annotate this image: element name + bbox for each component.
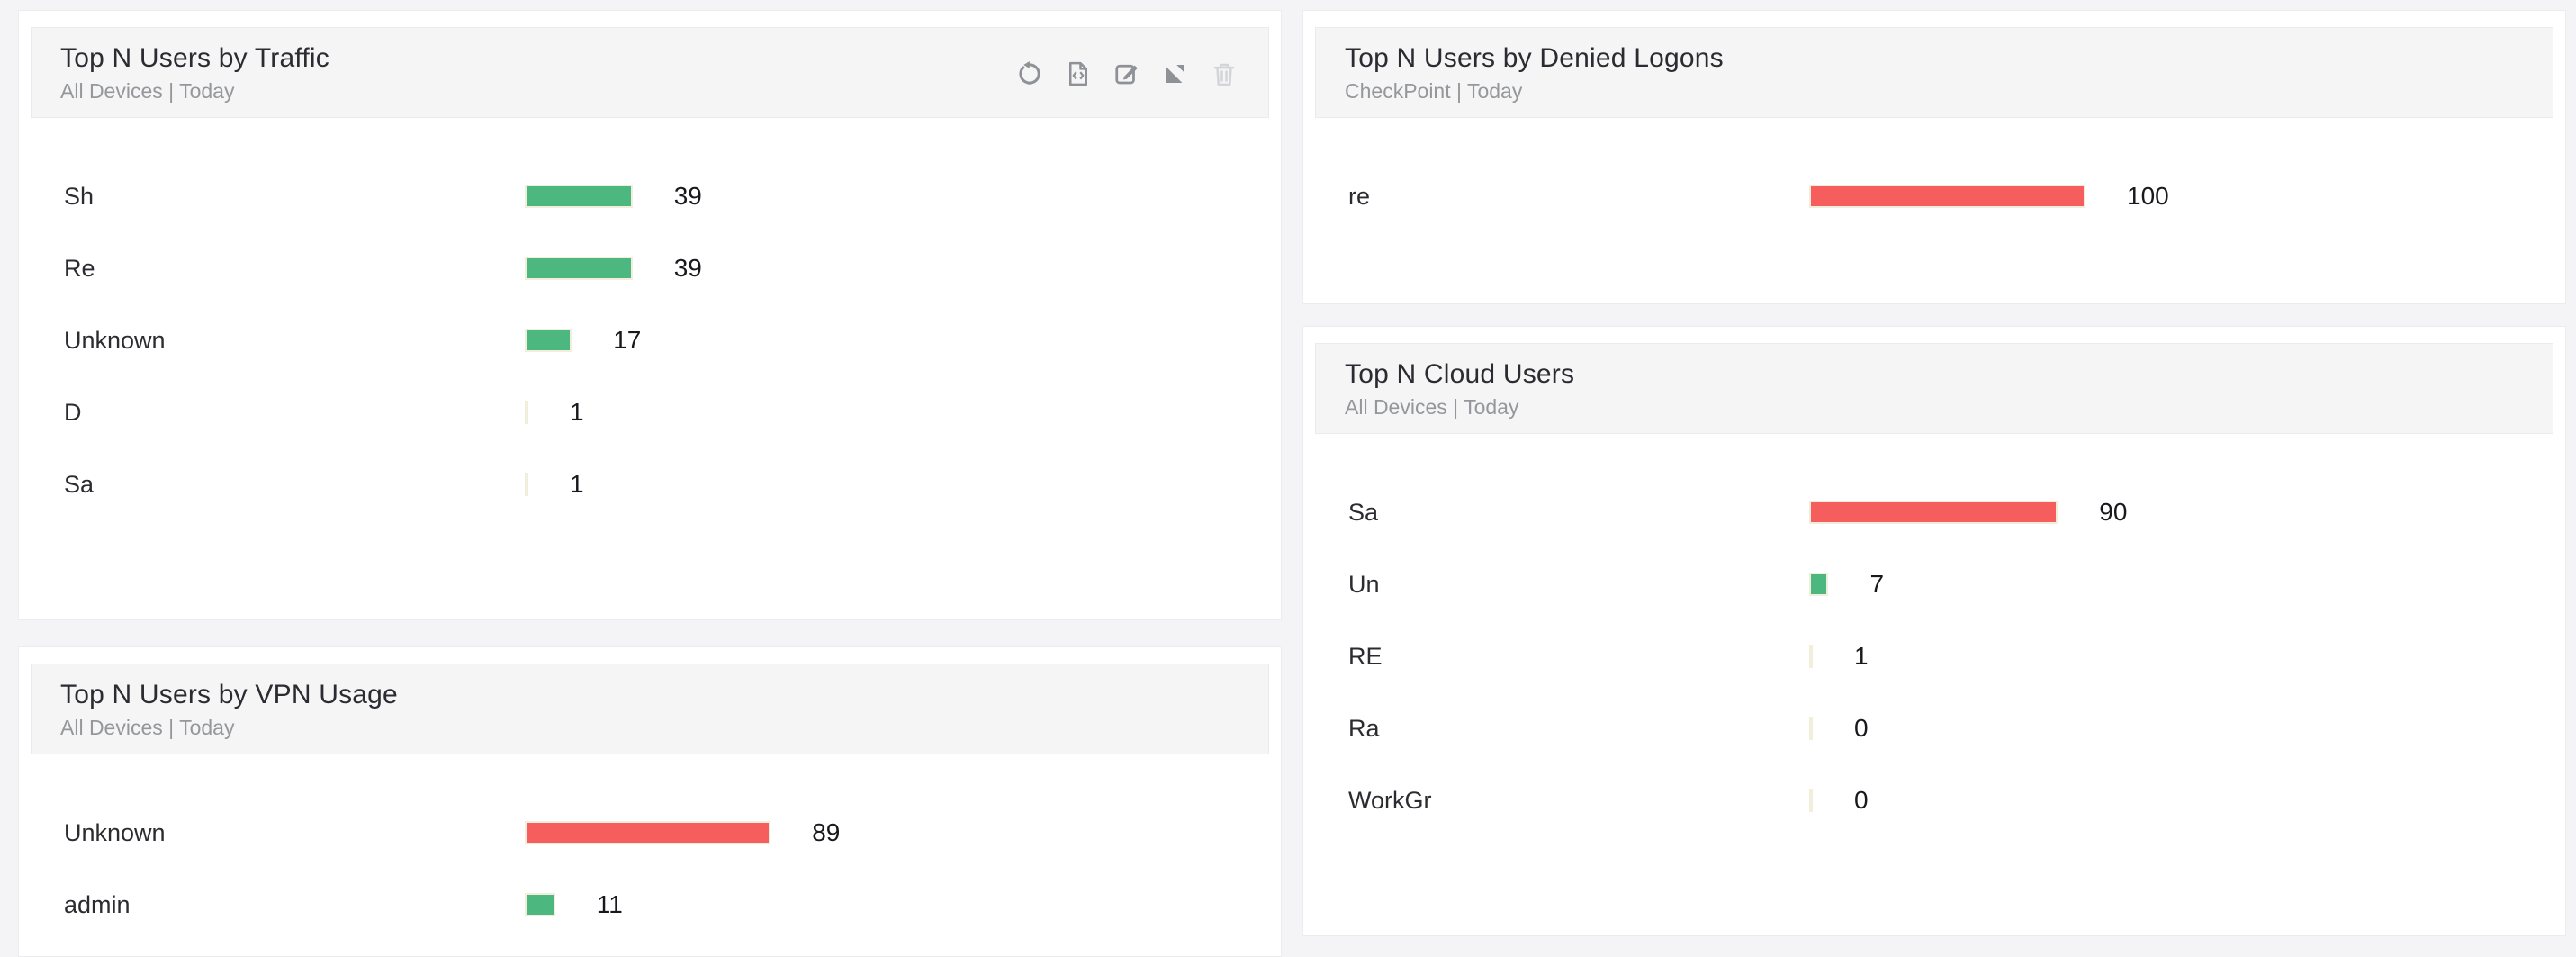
delete-widget-button[interactable] [1211,59,1238,89]
panel-subtitle: CheckPoint | Today [1345,79,1523,103]
panel-header [31,664,1269,754]
bar[interactable] [1809,645,1813,668]
bar[interactable] [1809,789,1813,812]
bar-chart [19,118,1281,520]
row-value: 39 [673,182,702,210]
row-label: admin [64,890,131,918]
refresh-icon [1016,60,1043,87]
panel-title: Top N Users by Traffic [60,43,329,73]
chart-row [19,376,1281,448]
chart-row [1303,476,2565,548]
bar[interactable] [1809,717,1813,740]
panel-top-n-users-by-denied-logons [1302,10,2566,304]
row-value: 90 [2099,498,2128,526]
edit-icon [1113,60,1140,87]
panel-subtitle: All Devices | Today [1345,395,1519,419]
chart-row [1303,548,2565,620]
panel-subtitle: All Devices | Today [60,79,235,103]
chart-row [1303,620,2565,692]
bar-chart [1303,118,2565,232]
panel-header [31,27,1269,118]
row-label: Re [64,254,95,282]
bar[interactable] [1809,501,2058,524]
row-label: Ra [1348,714,1380,742]
row-label: Unknown [64,818,166,846]
view-toggle-icon [1162,60,1189,87]
row-label: Sh [64,182,95,210]
widget-toolbar [1016,28,1238,119]
bar[interactable] [1809,573,1828,596]
bar[interactable] [525,821,770,844]
bar[interactable] [525,257,633,280]
row-value: 1 [570,470,584,498]
chart-row [19,232,1281,304]
chart-row [19,869,1281,941]
row-value: 11 [596,890,623,918]
refresh-button[interactable] [1016,59,1043,89]
edit-widget-button[interactable] [1113,59,1140,89]
row-value: 100 [2127,182,2169,210]
panel-title: Top N Users by VPN Usage [60,680,398,709]
chart-row [1303,692,2565,764]
panel-subtitle: All Devices | Today [60,716,235,739]
panel-header [1315,27,2553,118]
row-label: Sa [64,470,95,498]
row-label: RE [1348,642,1383,670]
bar-chart [1303,434,2565,836]
panel-top-n-users-by-vpn-usage [18,646,1282,957]
row-label: Unknown [64,326,166,354]
panel-title: Top N Cloud Users [1345,359,1575,389]
chart-row [1303,764,2565,836]
bar[interactable] [525,473,528,496]
row-label: WorkGr [1348,786,1432,814]
chart-row [1303,160,2565,232]
chart-row [19,304,1281,376]
bar[interactable] [525,893,555,916]
chart-row [19,797,1281,869]
panel-top-n-users-by-traffic [18,10,1282,620]
row-label: Un [1348,570,1380,598]
trash-icon [1211,60,1238,87]
bar[interactable] [525,401,528,424]
row-value: 0 [1854,786,1869,814]
row-value: 17 [613,326,642,354]
panel-top-n-cloud-users [1302,326,2566,936]
bar-chart [19,754,1281,941]
panel-header [1315,343,2553,434]
export-report-button[interactable] [1065,59,1092,89]
row-value: 89 [812,818,841,846]
row-value: 7 [1869,570,1885,598]
view-toggle-button[interactable] [1162,59,1189,89]
row-label: D [64,398,82,426]
row-label: Sa [1348,498,1379,526]
row-value: 39 [673,254,702,282]
row-value: 1 [570,398,584,426]
chart-row [19,448,1281,520]
bar[interactable] [525,185,633,208]
chart-row [19,160,1281,232]
bar[interactable] [525,329,572,352]
row-value: 0 [1854,714,1869,742]
row-value: 1 [1854,642,1869,670]
bar[interactable] [1809,185,2085,208]
row-label: re [1348,182,1371,210]
export-report-icon [1065,60,1092,87]
panel-title: Top N Users by Denied Logons [1345,43,1724,73]
